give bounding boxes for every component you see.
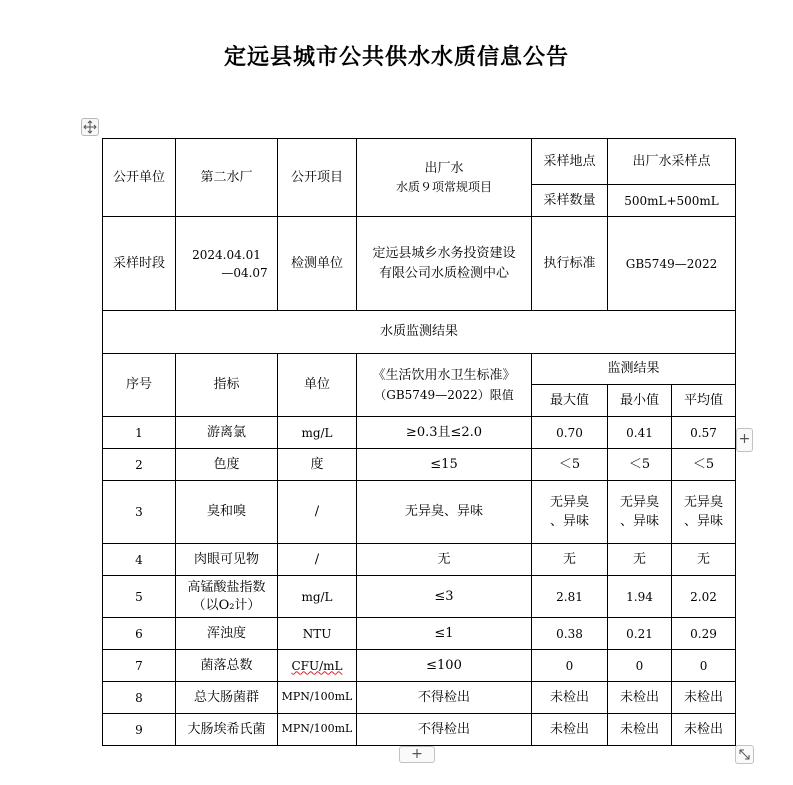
sampling-period-label: 采样时段 (103, 217, 176, 311)
row-unit: / (278, 544, 357, 576)
row-max (532, 481, 608, 544)
standard-label: 执行标准 (532, 217, 608, 311)
row-max: 0 (532, 650, 608, 682)
results-title: 水质监测结果 (103, 311, 736, 354)
sampling-quantity-label: 采样数量 (532, 185, 608, 217)
water-quality-table (102, 138, 736, 746)
row-limit: ≤3 (357, 576, 532, 618)
col-header-limit (357, 354, 532, 417)
row-min: 未检出 (608, 714, 672, 746)
row-indicator: 游离氯 (176, 417, 278, 449)
table-row (103, 618, 736, 650)
row-unit (278, 650, 357, 682)
row-unit: mg/L (278, 576, 357, 618)
row-seq: 7 (103, 650, 176, 682)
row-seq: 4 (103, 544, 176, 576)
col-header-indicator: 指标 (176, 354, 278, 417)
row-unit: 度 (278, 449, 357, 481)
col-header-limit-line2: （GB5749—2022）限值 (374, 387, 514, 402)
table-row (103, 481, 736, 544)
row-limit: ≥0.3且≤2.0 (357, 417, 532, 449)
col-header-max: 最大值 (532, 385, 608, 417)
row-seq: 2 (103, 449, 176, 481)
table-row (103, 682, 736, 714)
row-min: 0.21 (608, 618, 672, 650)
row-max-line1: 无异臭 (549, 494, 589, 510)
row-indicator-line1: 高锰酸盐指数 (187, 579, 266, 595)
public-unit-value: 第二水厂 (176, 139, 278, 217)
row-seq: 5 (103, 576, 176, 618)
plus-icon: + (738, 431, 751, 447)
row-avg: ＜5 (672, 449, 736, 481)
sampling-location-label: 采样地点 (532, 139, 608, 185)
row-avg-line2: 、异味 (684, 514, 724, 529)
public-item-line1: 出厂水 (424, 160, 464, 176)
row-seq: 9 (103, 714, 176, 746)
row-avg: 0.29 (672, 618, 736, 650)
public-item-value (357, 139, 532, 217)
row-limit: 无 (357, 544, 532, 576)
row-indicator: 菌落总数 (176, 650, 278, 682)
row-unit: / (278, 481, 357, 544)
row-max: 未检出 (532, 714, 608, 746)
plus-icon: + (411, 746, 423, 762)
table-row (103, 449, 736, 481)
row-avg: 0 (672, 650, 736, 682)
row-unit-text: CFU/mL (291, 658, 343, 673)
row-unit: mg/L (278, 417, 357, 449)
move-arrows-icon (82, 119, 98, 135)
row-indicator: 臭和嗅 (176, 481, 278, 544)
row-limit: 不得检出 (357, 714, 532, 746)
row-unit: MPN/100mL (278, 682, 357, 714)
page-title: 定远县城市公共供水水质信息公告 (223, 44, 569, 70)
row-min-line1: 无异臭 (619, 494, 659, 510)
row-avg: 0.57 (672, 417, 736, 449)
row-limit: 无异臭、异味 (357, 481, 532, 544)
row-max: 未检出 (532, 682, 608, 714)
row-min: ＜5 (608, 449, 672, 481)
sampling-quantity-value: 500mL+500mL (608, 185, 736, 217)
sampling-period-line2: —04.07 (221, 265, 268, 280)
row-limit: 不得检出 (357, 682, 532, 714)
resize-diagonal-icon (736, 746, 753, 763)
row-unit: MPN/100mL (278, 714, 357, 746)
testing-unit-label: 检测单位 (278, 217, 357, 311)
row-max: 2.81 (532, 576, 608, 618)
public-item-label: 公开项目 (278, 139, 357, 217)
public-unit-label: 公开单位 (103, 139, 176, 217)
testing-unit-line1: 定远县城乡水务投资建设 (372, 246, 516, 261)
row-avg: 未检出 (672, 682, 736, 714)
row-min (608, 481, 672, 544)
public-item-line2: 水质９项常规项目 (395, 180, 492, 195)
row-seq: 1 (103, 417, 176, 449)
table-row (103, 417, 736, 449)
row-avg (672, 481, 736, 544)
sampling-location-value: 出厂水采样点 (608, 139, 736, 185)
row-unit: NTU (278, 618, 357, 650)
sampling-period-value (176, 217, 278, 311)
row-avg: 2.02 (672, 576, 736, 618)
row-min: 无 (608, 544, 672, 576)
row-avg: 未检出 (672, 714, 736, 746)
table-resize-handle[interactable] (735, 745, 754, 764)
col-header-unit: 单位 (278, 354, 357, 417)
table-row (103, 576, 736, 618)
col-header-limit-line1: 《生活饮用水卫生标准》 (372, 368, 516, 384)
add-row-button[interactable] (399, 746, 435, 763)
row-indicator: 色度 (176, 449, 278, 481)
row-min: 1.94 (608, 576, 672, 618)
row-min: 未检出 (608, 682, 672, 714)
standard-value: GB5749—2022 (608, 217, 736, 311)
testing-unit-value (357, 217, 532, 311)
table-row (103, 544, 736, 576)
row-max: 0.38 (532, 618, 608, 650)
row-max-line2: 、异味 (549, 514, 589, 529)
row-max: ＜5 (532, 449, 608, 481)
row-indicator: 浑浊度 (176, 618, 278, 650)
row-avg: 无 (672, 544, 736, 576)
row-min: 0 (608, 650, 672, 682)
row-seq: 3 (103, 481, 176, 544)
col-header-min: 最小值 (608, 385, 672, 417)
row-indicator: 肉眼可见物 (176, 544, 278, 576)
table-row (103, 714, 736, 746)
row-seq: 6 (103, 618, 176, 650)
row-limit: ≤15 (357, 449, 532, 481)
row-indicator (176, 576, 278, 618)
row-max: 0.70 (532, 417, 608, 449)
sampling-period-line1: 2024.04.01 (192, 247, 261, 262)
row-seq: 8 (103, 682, 176, 714)
row-min-line2: 、异味 (619, 514, 659, 529)
row-min: 0.41 (608, 417, 672, 449)
row-limit: ≤1 (357, 618, 532, 650)
testing-unit-line2: 有限公司水质检测中心 (378, 265, 509, 281)
row-limit: ≤100 (357, 650, 532, 682)
col-header-seq: 序号 (103, 354, 176, 417)
add-column-button[interactable] (736, 428, 753, 452)
row-indicator: 大肠埃希氏菌 (176, 714, 278, 746)
row-indicator: 总大肠菌群 (176, 682, 278, 714)
row-avg-line1: 无异臭 (684, 494, 724, 510)
row-indicator-line2: （以O₂计） (192, 597, 261, 613)
table-row (103, 650, 736, 682)
row-max: 无 (532, 544, 608, 576)
col-header-avg: 平均值 (672, 385, 736, 417)
col-header-monitoring: 监测结果 (532, 354, 736, 385)
table-move-handle[interactable] (81, 118, 99, 136)
